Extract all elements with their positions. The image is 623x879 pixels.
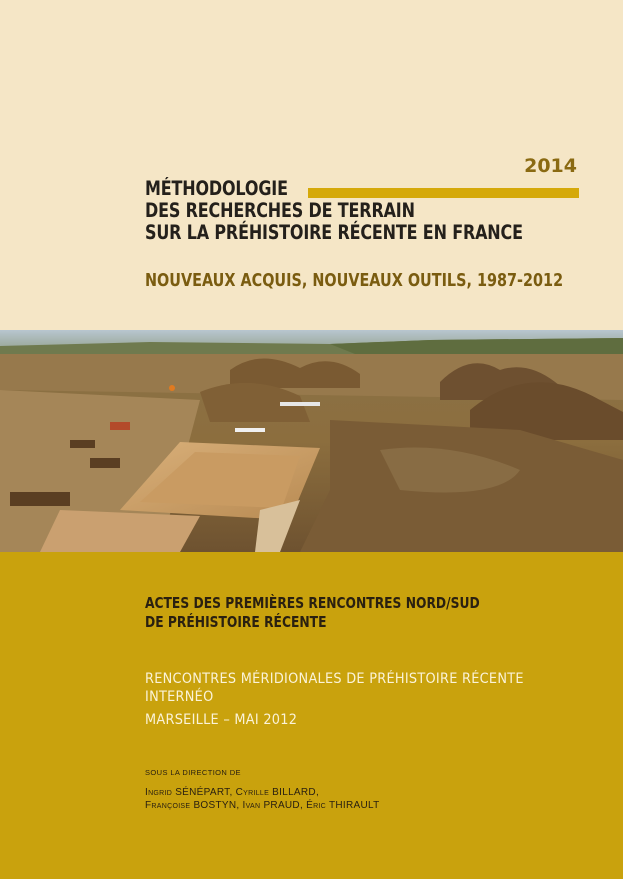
conference-line-2: INTERNÉO	[145, 689, 214, 705]
title-line-1: MÉTHODOLOGIE	[145, 177, 288, 200]
place-date: MARSEILLE – MAI 2012	[145, 712, 298, 728]
title-line-2: DES RECHERCHES DE TERRAIN	[145, 199, 415, 222]
editors-line-2: Françoise BOSTYN, Ivan PRAUD, Éric THIRAULT	[145, 800, 380, 811]
proceedings-heading	[145, 594, 480, 632]
direction-label: SOUS LA DIRECTION DE	[145, 768, 241, 777]
proceedings-line-1: ACTES DES PREMIÈRES RENCONTRES NORD/SUD	[145, 594, 480, 612]
cover-subtitle: NOUVEAUX ACQUIS, NOUVEAUX OUTILS, 1987-2012	[145, 270, 564, 291]
cover-title	[145, 178, 523, 244]
editors-line-1: Ingrid SÉNÉPART, Cyrille BILLARD,	[145, 787, 320, 798]
title-line-3: SUR LA PRÉHISTOIRE RÉCENTE EN FRANCE	[145, 221, 523, 244]
proceedings-line-2: DE PRÉHISTOIRE RÉCENTE	[145, 613, 327, 631]
editors-list	[145, 786, 380, 812]
publication-year: 2014	[524, 155, 577, 177]
excavation-site-photo	[0, 330, 623, 552]
conference-line-1: RENCONTRES MÉRIDIONALES DE PRÉHISTOIRE RÉCENTE	[145, 671, 524, 687]
conference-name	[145, 670, 524, 706]
